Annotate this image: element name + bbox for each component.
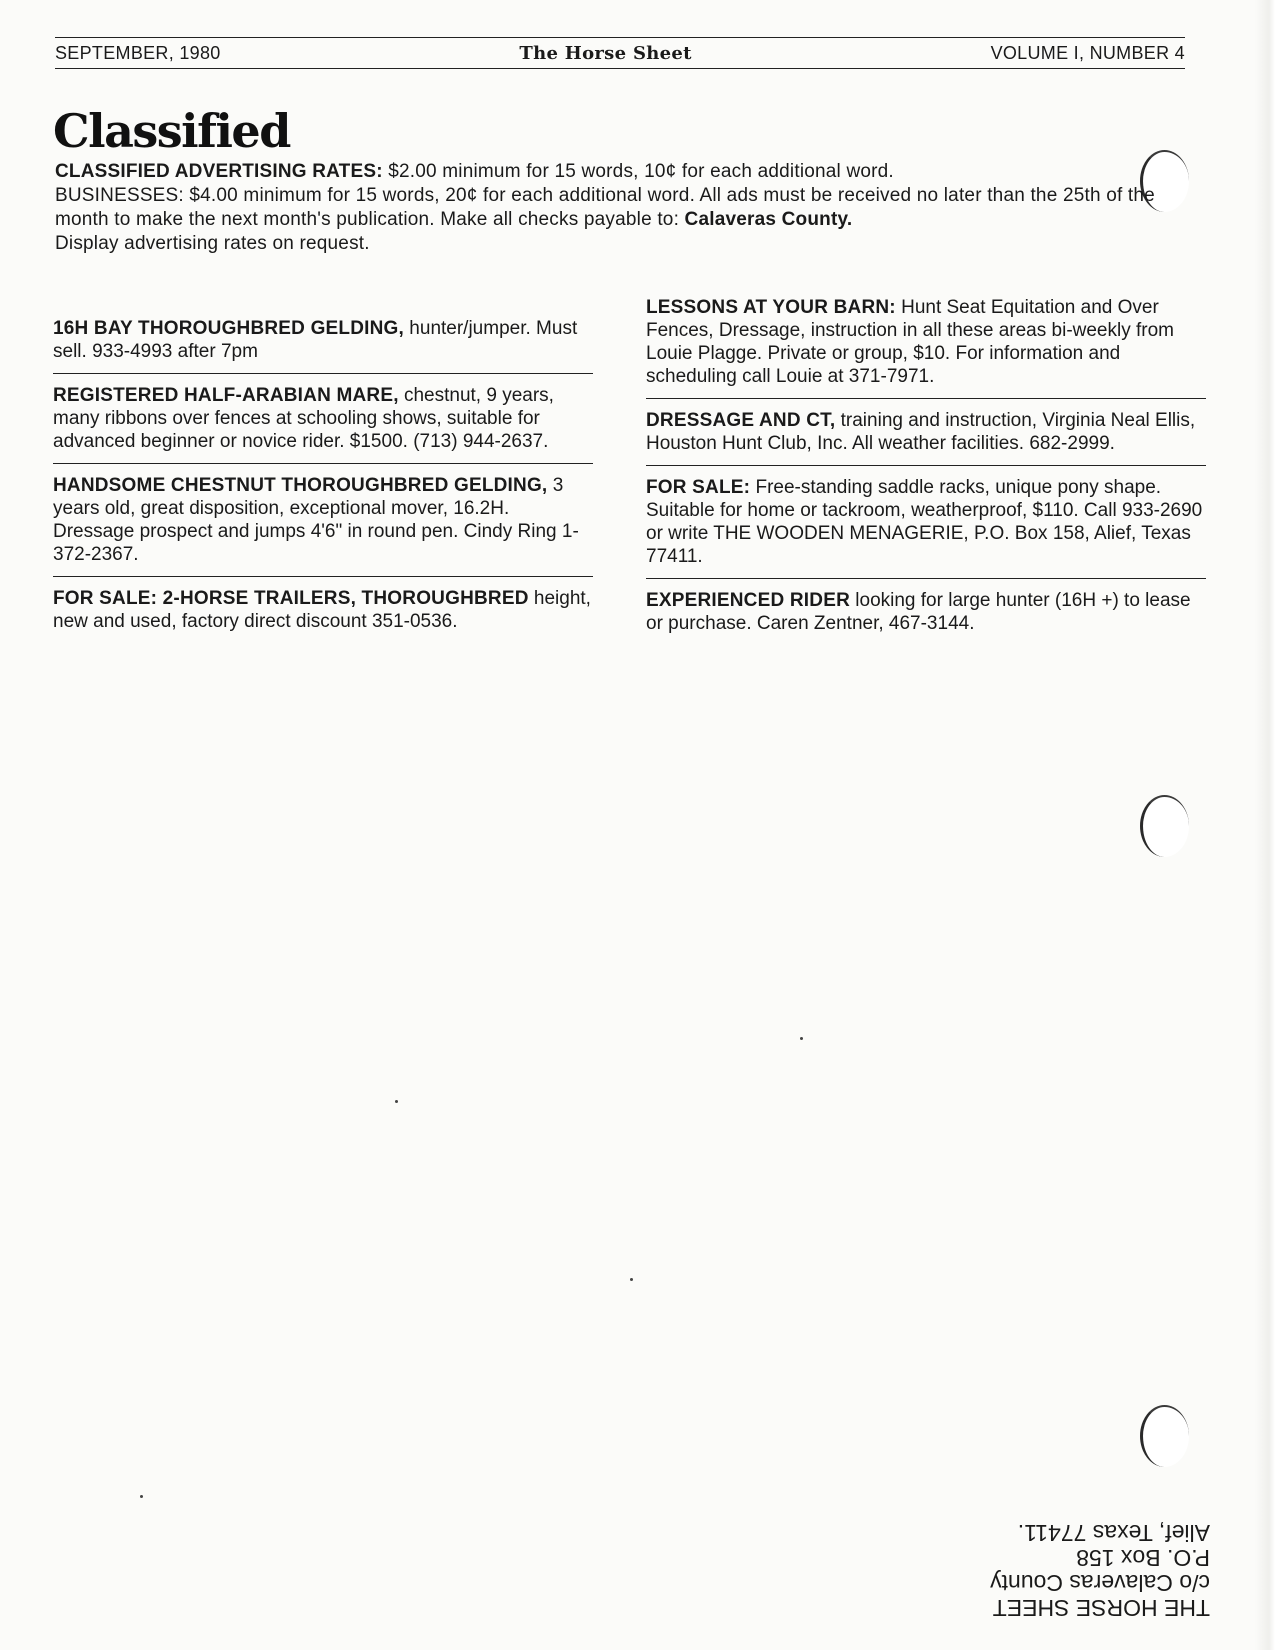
ad-lead: DRESSAGE AND CT, <box>646 410 836 431</box>
ads-column-right <box>646 296 1206 655</box>
volume-number: VOLUME I, NUMBER 4 <box>990 42 1185 63</box>
payee-name: Calaveras County. <box>684 209 853 230</box>
ad-lead: FOR SALE: 2-HORSE TRAILERS, THOROUGHBRED <box>53 588 529 609</box>
section-title: Classified <box>53 104 290 158</box>
ad-body: Free-standing saddle racks, unique pony shape. Suitable for home or tackroom, weatherproof, $110. Call 933-2690 or write THE WOODEN MENAGERIE, P.O. Box 158, Alief, Texas 77411. <box>646 477 1203 567</box>
ad-body: chestnut, 9 years, many ribbons over fences at schooling shows, suitable for advanced beginner or novice rider. $1500. (713) 944-2637. <box>53 385 554 452</box>
classified-ad <box>53 587 593 643</box>
business-rates-text: BUSINESSES: $4.00 minimum for 15 words, 20¢ for each additional word. All ads must be received no later than the 25th of the month to make the next month's publication. Make all checks payable to: <box>55 185 1155 230</box>
classified-ad <box>646 296 1206 399</box>
ad-lead: 16H BAY THOROUGHBRED GELDING, <box>53 318 405 339</box>
ad-body: 3 years old, great disposition, exceptional mover, 16.2H. Dressage prospect and jumps 4'6" in round pen. Cindy Ring 1-372-2367. <box>53 475 579 565</box>
ad-lead: HANDSOME CHESTNUT THOROUGHBRED GELDING, <box>53 475 548 496</box>
mailing-line: P.O. Box 158 <box>1076 1545 1210 1571</box>
mailing-address-label <box>920 1520 1210 1620</box>
ad-lead: FOR SALE: <box>646 477 751 498</box>
ad-body: looking for large hunter (16H +) to lease or purchase. Caren Zentner, 467-3144. <box>646 590 1191 634</box>
ad-body: hunter/jumper. Must sell. 933-4993 after 7pm <box>53 318 578 362</box>
ads-column-left <box>53 317 593 653</box>
advertising-rates <box>55 160 1185 256</box>
paper-speck <box>395 1100 398 1103</box>
rates-label: CLASSIFIED ADVERTISING RATES: <box>55 161 383 182</box>
ad-lead: EXPERIENCED RIDER <box>646 590 850 611</box>
paper-speck <box>800 1037 803 1040</box>
masthead: The Horse Sheet <box>519 42 692 64</box>
classified-ad <box>53 384 593 464</box>
ad-body: training and instruction, Virginia Neal Ellis, Houston Hunt Club, Inc. All weather facilities. 682-2999. <box>646 410 1196 454</box>
paper-speck <box>140 1495 143 1498</box>
mailing-line: c/o Calaveras County <box>990 1570 1210 1596</box>
ad-lead: LESSONS AT YOUR BARN: <box>646 297 896 318</box>
page-header <box>55 37 1185 69</box>
classified-ad <box>646 409 1206 466</box>
classified-ad <box>646 476 1206 579</box>
ad-body: height, new and used, factory direct discount 351-0536. <box>53 588 591 632</box>
mailing-line: THE HORSE SHEET <box>992 1595 1210 1621</box>
punch-hole <box>1140 1405 1189 1467</box>
classified-ad <box>53 317 593 374</box>
issue-date: SEPTEMBER, 1980 <box>55 42 221 63</box>
display-rates-text: Display advertising rates on request. <box>55 233 370 254</box>
mailing-line: Alief, Texas 77411. <box>1017 1520 1210 1546</box>
ad-lead: REGISTERED HALF-ARABIAN MARE, <box>53 385 399 406</box>
paper-speck <box>630 1278 633 1281</box>
punch-hole <box>1140 795 1189 857</box>
rates-text: $2.00 minimum for 15 words, 10¢ for each additional word. <box>382 161 894 182</box>
classified-ad <box>646 589 1206 645</box>
classified-ad <box>53 474 593 577</box>
ad-body: Hunt Seat Equitation and Over Fences, Dressage, instruction in all these areas bi-weekly from Louie Plagge. Private or group, $10. For information and scheduling call Louie at 371-7971. <box>646 297 1175 387</box>
page-edge <box>1255 0 1275 1650</box>
